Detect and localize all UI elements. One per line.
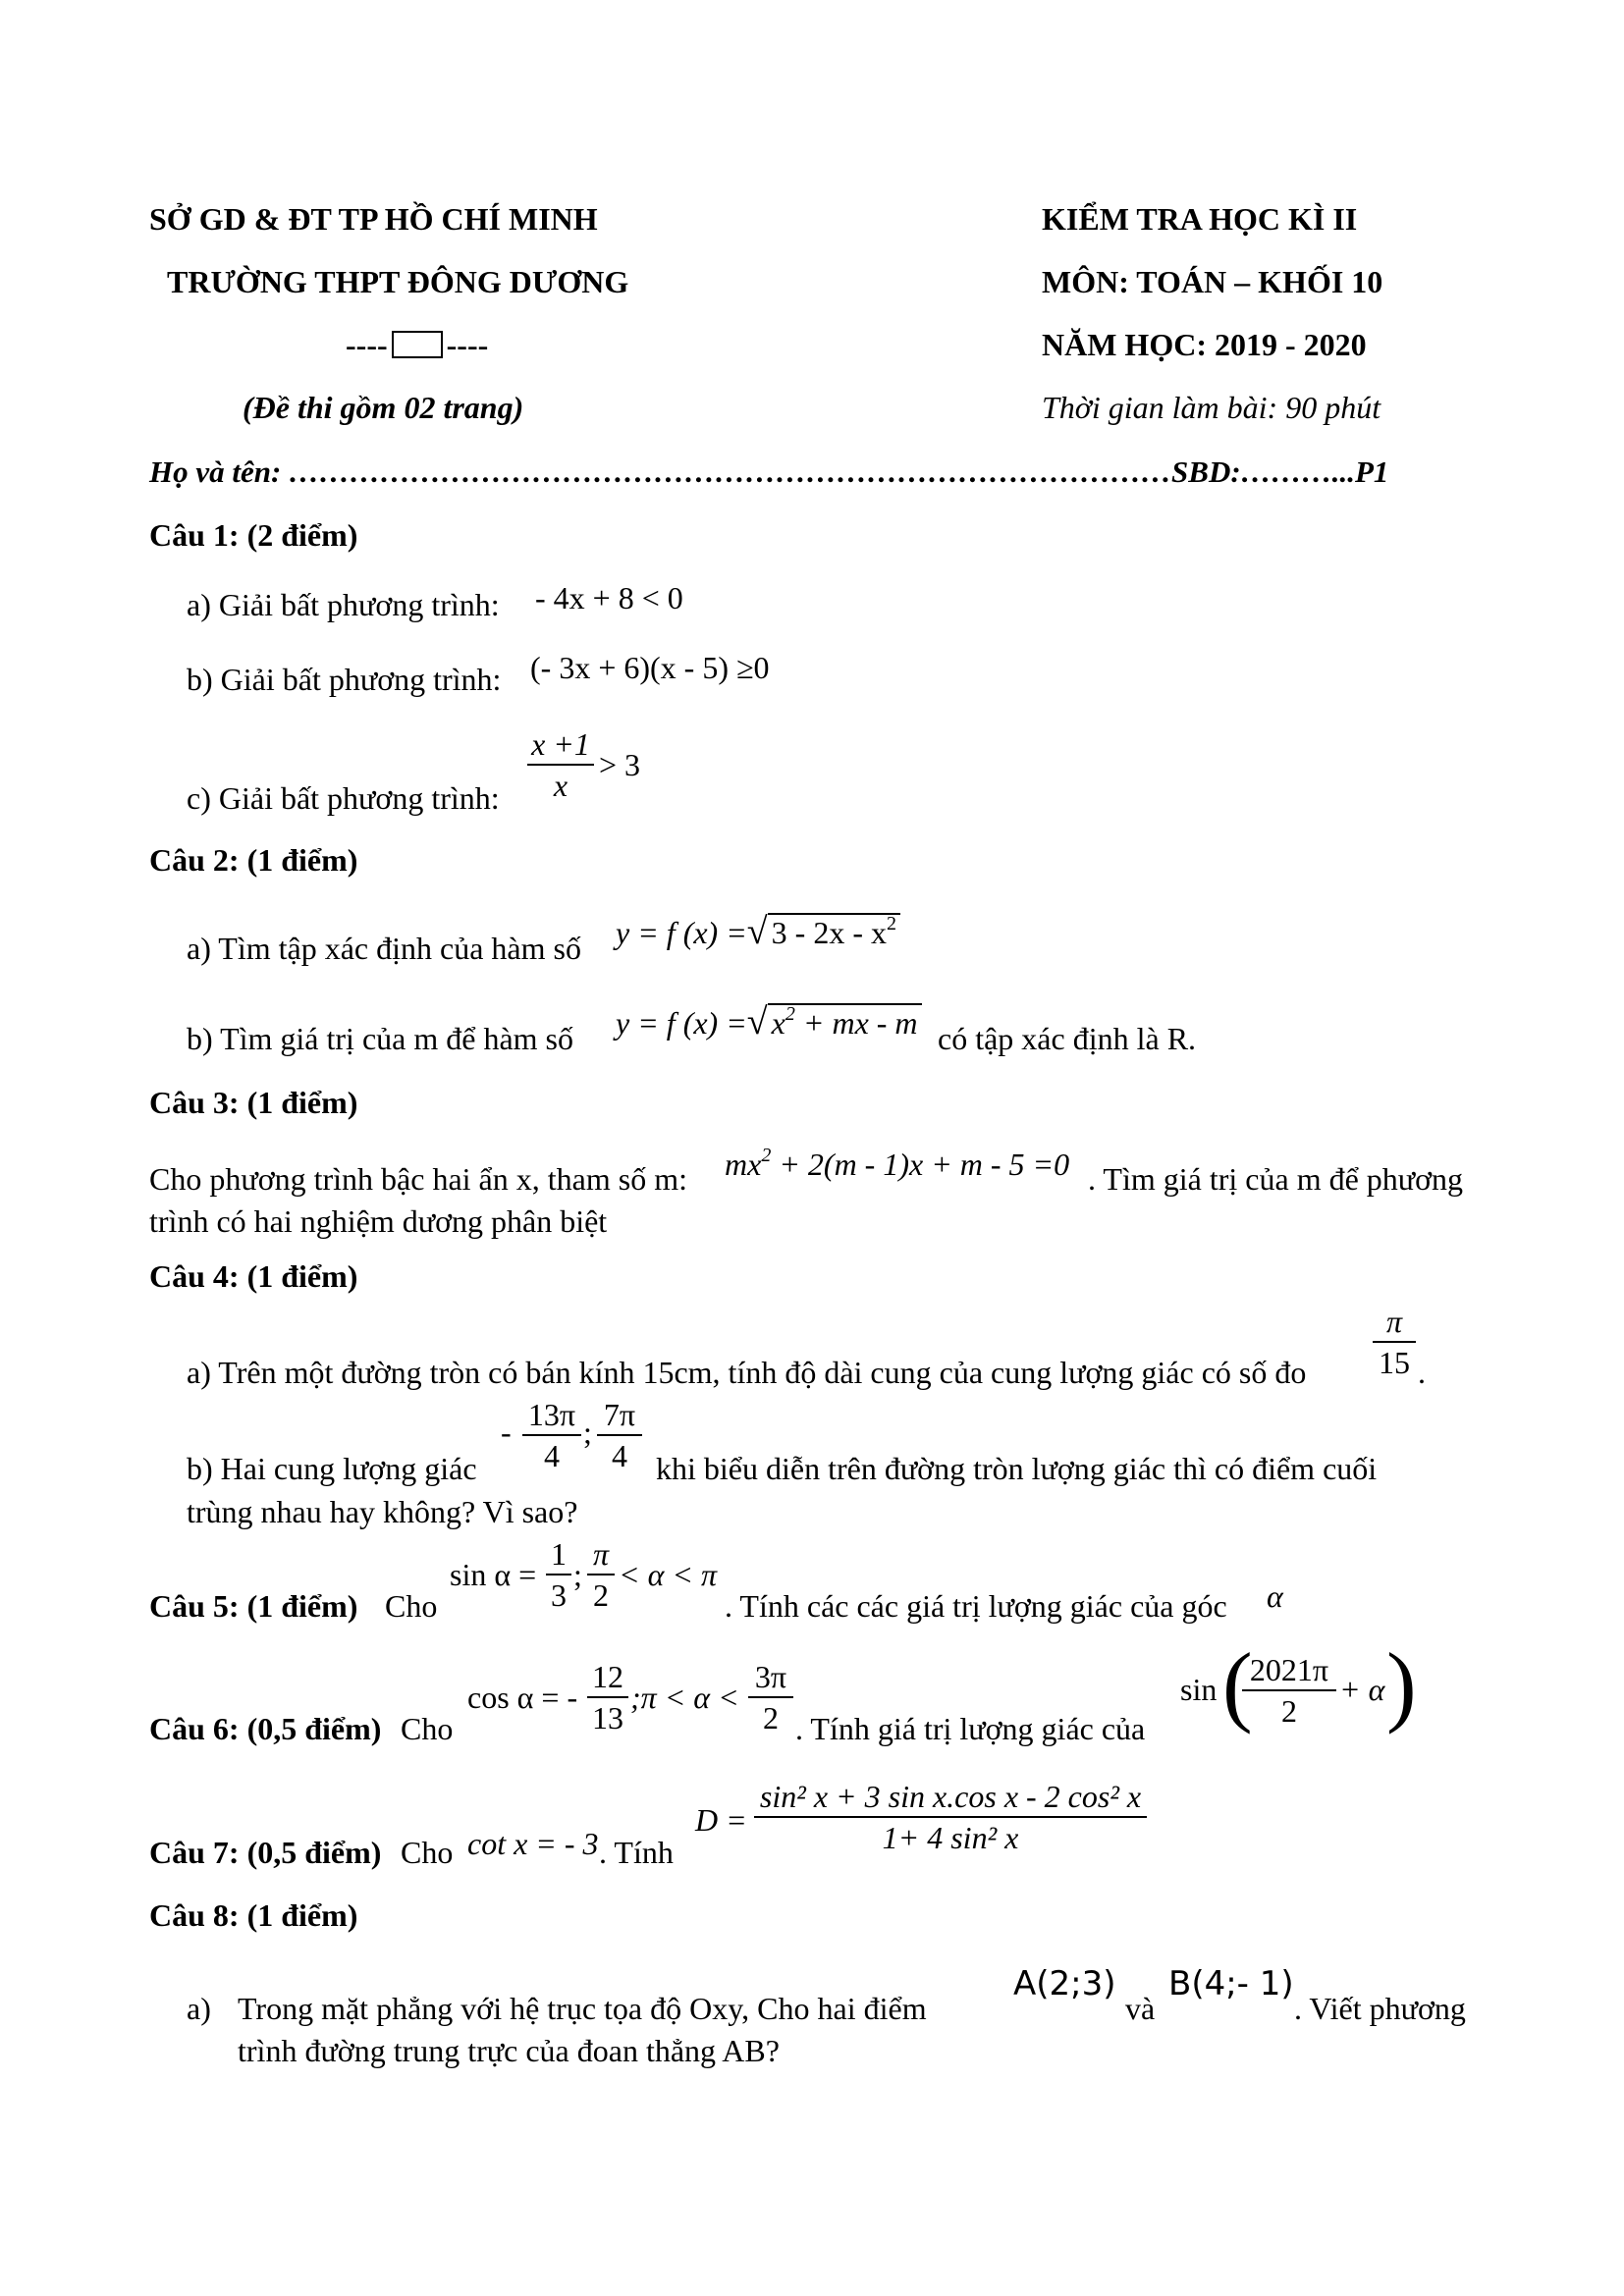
q4a-text: a) Trên một đường tròn có bán kính 15cm, tính độ dài cung của cung lượng giác có số đo (187, 1355, 1307, 1390)
q4a-numerator: π (1385, 1304, 1403, 1339)
q5-sep: ; (573, 1557, 582, 1592)
q2b-text: b) Tìm giá trị của m để hàm số (187, 1021, 573, 1056)
q8a-text: Trong mặt phẳng với hệ trục tọa độ Oxy, Cho hai điểm (238, 1991, 927, 2026)
q4b-text2: khi biểu diễn trên đường tròn lượng giác thì có điểm cuối (656, 1451, 1378, 1486)
fraction-bar (546, 1574, 571, 1575)
q1b-text: b) Giải bất phương trình: (187, 662, 502, 697)
sqrt-icon: √ (746, 911, 768, 952)
q2-title: Câu 2: (1 điểm) (149, 842, 358, 878)
q2b-tail: có tập xác định là R. (938, 1021, 1197, 1056)
q7-cho: Cho (401, 1835, 454, 1870)
q4b-denominator-1: 4 (544, 1438, 560, 1473)
q4b-numerator-2: 7π (603, 1397, 636, 1432)
q5-title: Câu 5: (1 điểm) (149, 1588, 358, 1624)
q8a-va: và (1125, 1991, 1156, 2026)
q6-fraction-3 (1242, 1654, 1336, 1727)
sqrt-icon: √ (746, 1001, 768, 1042)
fraction-bar (1242, 1689, 1336, 1691)
q6-numerator-3: 2021π (1249, 1652, 1329, 1687)
q4b-text3: trùng nhau hay không? Vì sao? (187, 1494, 578, 1529)
q1b-math: (- 3x + 6)(x - 5) ≥0 (530, 650, 770, 685)
q4b-fraction-2 (597, 1399, 642, 1471)
school-year: NĂM HỌC: 2019 - 2020 (1042, 327, 1367, 362)
q5-alpha: α (1267, 1578, 1283, 1614)
q8a-label: a) (187, 1991, 211, 2026)
q8a-text2: . Viết phương (1294, 1991, 1466, 2026)
fraction-bar (522, 1434, 581, 1436)
q5-fraction-1 (546, 1538, 571, 1611)
placeholder-glyphs (392, 331, 443, 358)
q3-text3: trình có hai nghiệm dương phân biệt (149, 1203, 608, 1239)
q6-left-paren: ( (1222, 1634, 1253, 1735)
q5-rest: < α < π (619, 1557, 718, 1592)
q1c-rest: > 3 (599, 747, 641, 782)
separator-line: ---- ---- (346, 327, 489, 362)
q7-fraction (754, 1781, 1147, 1853)
q6-numerator-2: 3π (754, 1659, 787, 1694)
fraction-bar (1373, 1341, 1416, 1343)
q7-title: Câu 7: (0,5 điểm) (149, 1835, 382, 1870)
q8a-text3: trình đường trung trực của đoan thẳng AB? (238, 2033, 780, 2068)
q8-title: Câu 8: (1 điểm) (149, 1897, 358, 1933)
q6-cho: Cho (401, 1711, 454, 1746)
q5-text: . Tính các các giá trị lượng giác của góc (725, 1588, 1227, 1624)
q7-lhs: D = (695, 1802, 747, 1838)
q3-text1: Cho phương trình bậc hai ẩn x, tham số m: (149, 1161, 687, 1197)
q3-math: $mx^2 + 2(m - 1)x + m - 5 =0$ (725, 1145, 1070, 1182)
q2a-math: y = f (x) =√ $3 - 2x - x^2$ (616, 913, 900, 950)
fraction-bar (587, 1696, 628, 1698)
q5-numerator-1: 1 (551, 1536, 567, 1572)
q1-title: Câu 1: (2 điểm) (149, 517, 358, 553)
q5-numerator-2: π (592, 1536, 610, 1572)
q4a-denominator: 15 (1379, 1345, 1410, 1380)
q4b-text: b) Hai cung lượng giác (187, 1451, 477, 1486)
q4a-end: . (1418, 1355, 1426, 1390)
q7-tinh: . Tính (599, 1835, 674, 1870)
q6-lhs: cos α = - (467, 1680, 578, 1715)
fraction-bar (597, 1434, 642, 1436)
fraction-bar (754, 1816, 1147, 1818)
q6-denominator-3: 2 (1281, 1693, 1297, 1729)
q3-title: Câu 3: (1 điểm) (149, 1085, 358, 1120)
q6-right-paren: ) (1386, 1634, 1417, 1735)
q6-fraction-2 (748, 1661, 793, 1734)
q1a-text: a) Giải bất phương trình: (187, 587, 500, 622)
exam-code: ..P1 (1339, 454, 1389, 489)
q4b-minus: - (501, 1415, 512, 1450)
q5-lhs: sin α = (450, 1557, 537, 1592)
exam-title: KIỂM TRA HỌC KÌ II (1042, 201, 1358, 237)
q6-mid: ;π < α < (630, 1680, 739, 1715)
name-line: Họ và tên: ……………………………………………………………………………SBD:………...P1 (149, 454, 1389, 489)
q1a-math: - 4x + 8 < 0 (535, 580, 683, 615)
q1c-text: c) Giải bất phương trình: (187, 780, 500, 816)
subject: MÔN: TOÁN – KHỐI 10 (1042, 264, 1383, 299)
q4b-sep: ; (583, 1415, 592, 1450)
q4a-fraction (1373, 1306, 1416, 1378)
department-name: SỞ GD & ĐT TP HỒ CHÍ MINH (149, 201, 598, 237)
q5-cho: Cho (385, 1588, 438, 1624)
q4b-denominator-2: 4 (612, 1438, 627, 1473)
q1c-numerator: x +1 (531, 726, 590, 762)
q6-denominator-2: 2 (763, 1700, 779, 1735)
q2b-math: y = f (x) =√ $x^2$ + mx - m (616, 1003, 922, 1041)
q4b-fraction-1 (522, 1399, 581, 1471)
q7-numerator: sin² x + 3 sin x.cos x - 2 cos² x (759, 1779, 1142, 1814)
q1c-denominator: x (553, 768, 568, 803)
pages-note: (Đề thi gồm 02 trang) (243, 390, 524, 425)
q3-text2: . Tìm giá trị của m để phương (1088, 1161, 1464, 1197)
point-a: A(2;3) (1013, 1964, 1116, 2003)
q7-denominator: 1+ 4 sin² x (882, 1820, 1019, 1855)
q6-title: Câu 6: (0,5 điểm) (149, 1711, 382, 1746)
q5-denominator-2: 2 (593, 1577, 609, 1613)
q1c-fraction (527, 728, 594, 801)
q7-math: cot x = - 3 (467, 1826, 599, 1861)
duration: Thời gian làm bài: 90 phút (1042, 390, 1381, 425)
q6-text: . Tính giá trị lượng giác của (795, 1711, 1146, 1746)
q6-sin: sin (1180, 1672, 1218, 1707)
q5-denominator-1: 3 (551, 1577, 567, 1613)
point-b: B(4;- 1) (1168, 1964, 1294, 2003)
q6-plus-alpha: + α (1339, 1672, 1385, 1707)
fraction-bar (587, 1574, 615, 1575)
q4-title: Câu 4: (1 điểm) (149, 1258, 358, 1294)
school-name: TRƯỜNG THPT ĐÔNG DƯƠNG (167, 264, 629, 299)
q6-fraction-1 (587, 1661, 628, 1734)
q6-numerator-1: 12 (592, 1659, 623, 1694)
fraction-bar (748, 1696, 793, 1698)
q6-denominator-1: 13 (592, 1700, 623, 1735)
q4b-numerator-1: 13π (527, 1397, 576, 1432)
fraction-bar (527, 764, 594, 766)
q2a-text: a) Tìm tập xác định của hàm số (187, 931, 581, 966)
q5-fraction-2 (587, 1538, 615, 1611)
